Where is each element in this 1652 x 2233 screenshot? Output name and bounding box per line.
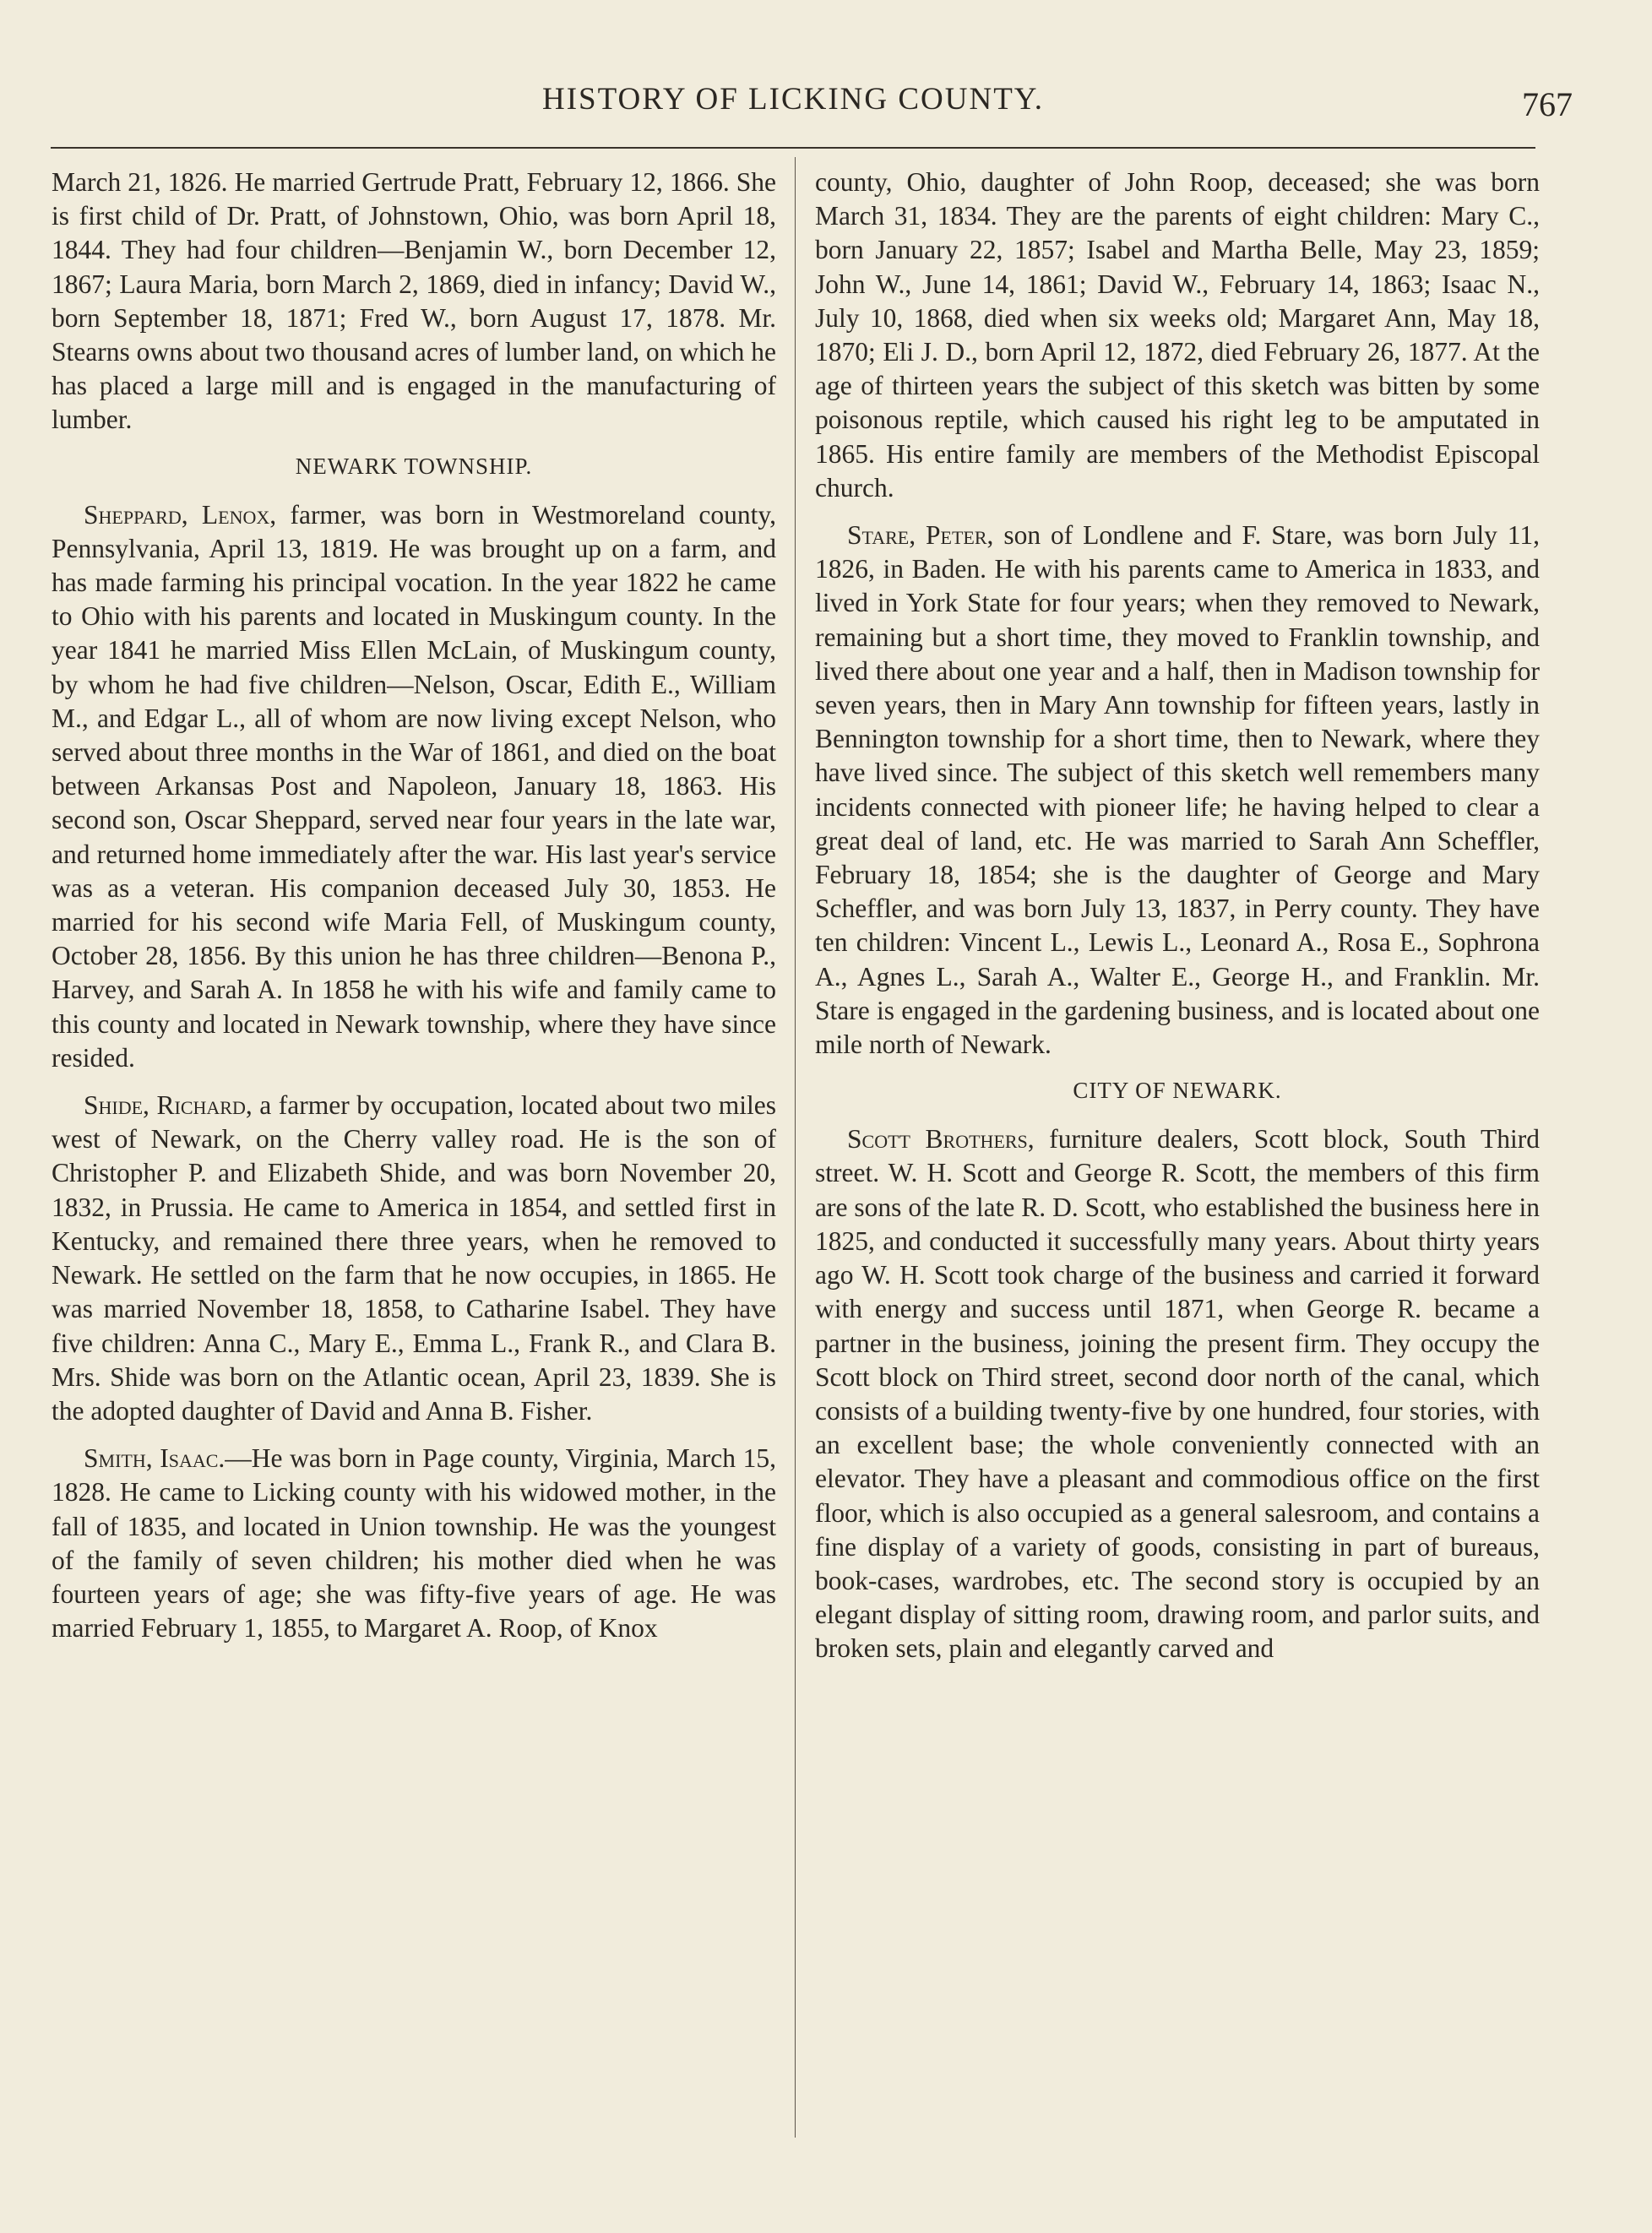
entry-text-shide: a farmer by occupation, located about two miles west of Newark, on the Cherry valley road. He is the son of Christopher P. and Elizabeth Shide, and was born November 20, 1832, in Prussia. He came to America in 1854, and settled first in Kentucky, and remained there three years, when he removed to Newark. He settled on the farm that he now occupies, in 1865. He was married November 18, 1858, to Catharine Isabel. They have five children: Anna C., Mary E., Emma L., Frank R., and Clara B. Mrs. Shide was born on the Atlantic ocean, April 23, 1839. She is the adopted daughter of David and Anna B. Fisher. <box>52 1090 776 1426</box>
entry-text-sheppard: farmer, was born in Westmoreland county, Pennsylvania, April 13, 1819. He was brought up on a farm, and has made farming his principal vocation. In the year 1822 he came to Ohio with his parents and located in Muskingum county. In the year 1841 he married Miss Ellen McLain, of Muskingum county, by whom he had five children—Nelson, Oscar, Edith E., William M., and Edgar L., all of whom are now living except Nelson, who served about three months in the War of 1861, and died on the boat between Arkansas Post and Napoleon, January 18, 1863. His second son, Oscar Sheppard, served near four years in the late war, and returned home immediately after the war. His last year's service was as a veteran. His companion deceased July 30, 1853. He married for his second wife Maria Fell, of Muskingum county, October 28, 1856. By this union he has three children—Benona P., Harvey, and Sarah A. In 1858 he with his wife and family came to this county and located in Newark township, where they have since resided. <box>52 499 776 1073</box>
entry-sheppard <box>52 498 776 1075</box>
entry-smith <box>52 1442 776 1645</box>
entry-name-shide: Shide, Richard, <box>84 1090 253 1121</box>
entry-stare <box>815 519 1540 1062</box>
entry-name-sheppard: Sheppard, Lenox, <box>84 499 277 530</box>
page-number: 767 <box>1522 85 1573 123</box>
page-header <box>51 81 1573 132</box>
running-title: HISTORY OF LICKING COUNTY. <box>541 82 1045 117</box>
section-heading-newark-township: NEWARK TOWNSHIP. <box>295 453 533 479</box>
entry-text-smith: —He was born in Page county, Virginia, March 15, 1828. He came to Licking county with his widowed mother, in the fall of 1835, and located in Union township. He was the youngest of the family of seven children; his mother died when he was fourteen years of age; she was fifty-five years of age. He was married February 1, 1855, to Margaret A. Roop, of Knox <box>52 1443 776 1644</box>
entry-name-scott: Scott Brothers, <box>847 1124 1035 1155</box>
header-rule <box>51 147 1535 149</box>
smith-continuation: county, Ohio, daughter of John Roop, deceased; she was born March 31, 1834. They are the parents of eight children: Mary C., born January 22, 1857; Isabel and Martha Belle, May 23, 1859; John W., June 14, 1861; David W., February 14, 1863; Isaac N., July 10, 1868, died when six weeks old; Margaret Ann, May 18, 1870; Eli J. D., born April 12, 1872, died February 26, 1877. At the age of thirteen years the subject of this sketch was bitten by some poisonous reptile, which caused his right leg to be amputated in 1865. His entire family are members of the Methodist Episcopal church. <box>815 167 1540 503</box>
entry-name-smith: Smith, Isaac. <box>84 1443 226 1474</box>
column-divider <box>795 157 796 2138</box>
section-heading-city-of-newark: CITY OF NEWARK. <box>1073 1078 1282 1104</box>
left-column <box>52 166 776 1659</box>
entry-shide <box>52 1089 776 1428</box>
stearns-continuation: March 21, 1826. He married Gertrude Pratt, February 12, 1866. She is first child of Dr. Pratt, of Johnstown, Ohio, was born April 18, 1844. They had four children—Benjamin W., born December 12, 1867; Laura Maria, born March 2, 1869, died in infancy; David W., born September 18, 1871; Fred W., born August 17, 1878. Mr. Stearns owns about two thousand acres of lumber land, on which he has placed a large mill and is engaged in the manufacturing of lumber. <box>52 167 776 435</box>
entry-text-scott: furniture dealers, Scott block, South Third street. W. H. Scott and George R. Scott, the members of this firm are sons of the late R. D. Scott, who established the business here in 1825, and conducted it successfully many years. About thirty years ago W. H. Scott took charge of the business and carried it forward with energy and success until 1871, when George R. became a partner in the business, joining the present firm. They occupy the Scott block on Third street, second door north of the canal, which consists of a building twenty-five by one hundred, four stories, with an excellent base; the whole conveniently connected with an elevator. They have a pleasant and commodious office on the first floor, which is also occupied as a general salesroom, and contains a fine display of a variety of goods, consisting in part of bureaus, book-cases, wardrobes, etc. The second story is occupied by an elegant display of sitting room, drawing room, and parlor suits, and broken sets, plain and elegantly carved and <box>815 1124 1540 1664</box>
right-column <box>815 166 1540 1680</box>
entry-text-stare: son of Londlene and F. Stare, was born July 11, 1826, in Baden. He with his parents came to America in 1833, and lived in York State for four years; when they removed to Newark, remaining but a short time, they moved to Franklin township, and lived there about one year and a half, then in Madison township for seven years, then in Mary Ann township for fifteen years, lastly in Bennington township for a short time, then to Newark, where they have lived since. The subject of this sketch well remembers many incidents connected with pioneer life; he having helped to clear a great deal of land, etc. He was married to Sarah Ann Scheffler, February 18, 1854; she is the daughter of George and Mary Scheffler, and was born July 13, 1837, in Perry county. They have ten children: Vincent L., Lewis L., Leonard A., Rosa E., Sophrona A., Agnes L., Sarah A., Walter E., George H., and Franklin. Mr. Stare is engaged in the gardening business, and is located about one mile north of Newark. <box>815 520 1540 1060</box>
entry-scott-brothers <box>815 1122 1540 1665</box>
entry-name-stare: Stare, Peter, <box>847 520 994 551</box>
